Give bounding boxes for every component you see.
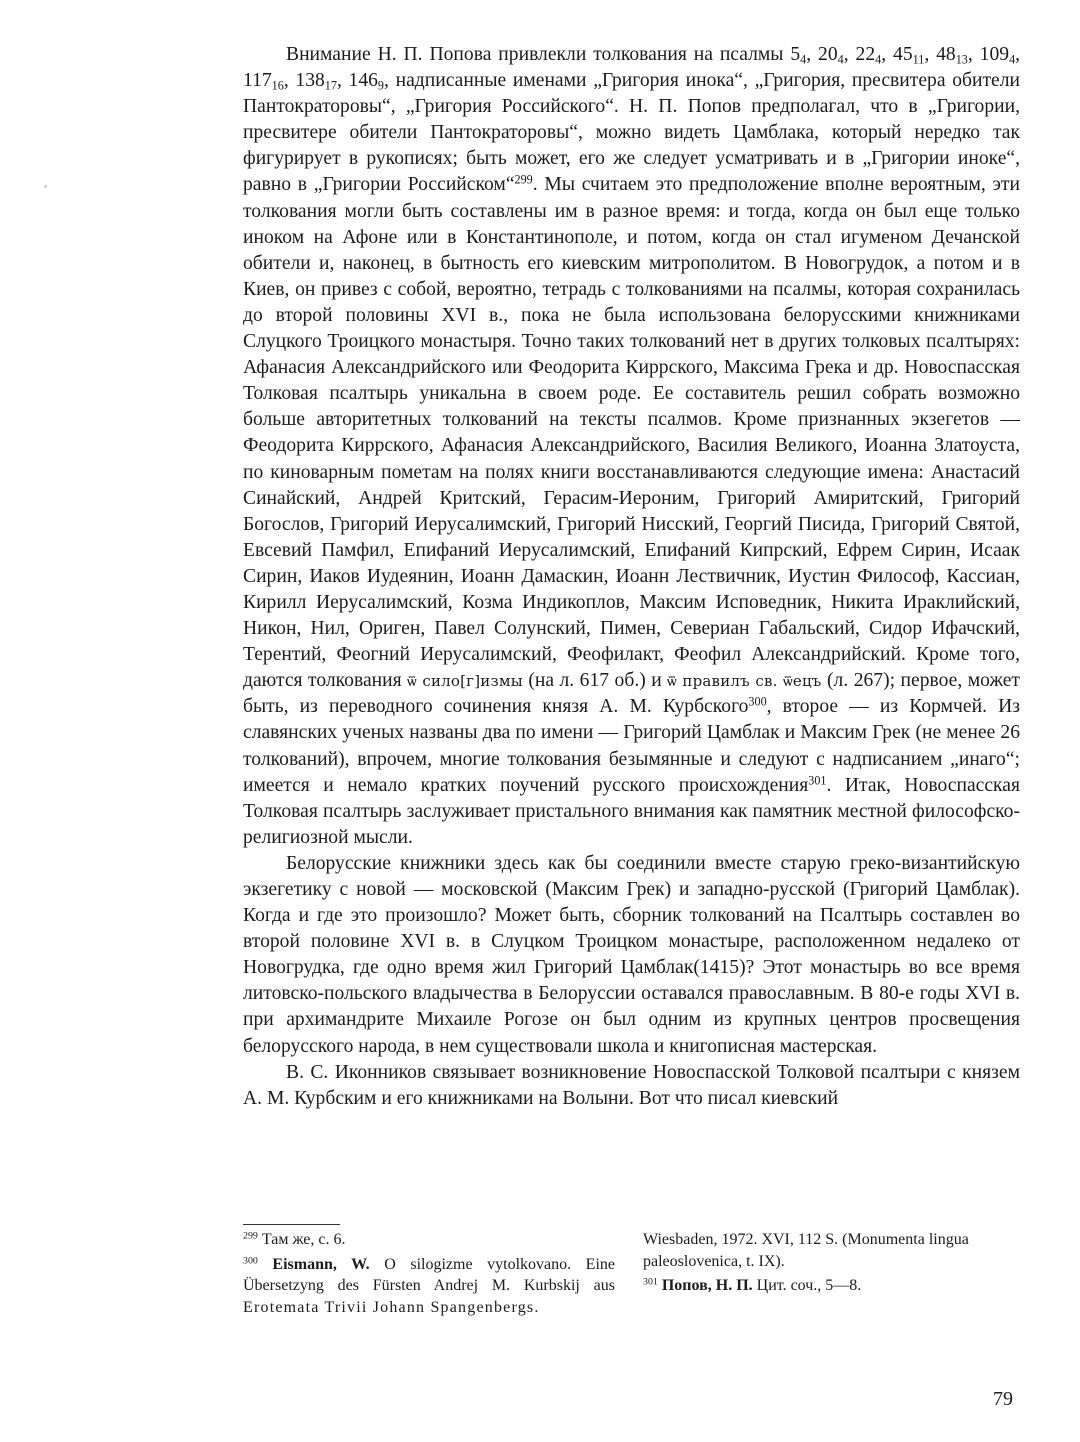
footnote-300: $^{300}$ Eismann, W. O silogizme vytolkovano. Eine Übersetzyng des Fürsten Andrej M. Kurbskij aus Erotemata Trivii Johann Spangenbergs. bbox=[243, 1255, 615, 1316]
footnote-ref-301[interactable]: 301 bbox=[808, 772, 827, 787]
paragraph-3: В. С. Иконников связывает возникновение Новоспасской Толковой псалтыри с князем А. М. Курбским и его книжниками на Волыни. Вот что писал киевский bbox=[243, 1061, 1020, 1109]
footnotes-left-column bbox=[243, 1229, 615, 1321]
footnote-299: $^{299}$ Там же, с. 6. bbox=[243, 1230, 346, 1248]
main-text bbox=[243, 42, 1020, 1112]
page-number: 79 bbox=[993, 1388, 1013, 1410]
footnote-divider bbox=[243, 1224, 340, 1225]
footnote-ref-299[interactable]: 299 bbox=[514, 172, 533, 187]
scan-speck bbox=[44, 185, 47, 188]
paragraph-1: Внимание Н. П. Попова привлекли толкования на псалмы $5_4$, $20_4$, $22_4$, $45_{11}$, $48_{13}$, $109_4$, $117_{16}$, $138_{17}$, $146_9$, надписанные именами „Григория инока“, „Григория, пресвитера обители Пантократоровы“, „Григория Российского“. Н. П. Попов предполагал, что в „Григории, пресвитере обители Пантократоровы“, можно видеть Цамблака, который нередко так фигурирует в рукописях; быть может, его же следует усматривать и в „Григории иноке“, равно в „Григории Российском“$^{299}$. Мы считаем это предположение вполне вероятным, эти толкования могли быть составлены им в разное время: и тогда, когда он был еще только иноком на Афоне или в Константинополе, и потом, когда он стал игуменом Дечанской обители и, наконец, в бытность его киевским митрополитом. В Новогрудок, а потом и в Киев, он привез с собой, вероятно, тетрадь с толкованиями на псалмы, которая сохранилась до второй половины XVI в., пока не была использована белорусскими книжниками Слуцкого Троицкого монастыря. Точно таких толкований нет в других толковых псалтырях: Афанасия Александрийского или Феодорита Киррского, Максима Грека и др. Новоспасская Толковая псалтырь уникальна в своем роде. Ее составитель решил собрать возможно больше авторитетных толкований на тексты псалмов. Кроме признанных экзегетов — Феодорита Киррского, Афанасия Александрийского, Василия Великого, Иоанна Златоуста, по киноварным пометам на полях книги восстанавливаются следующие имена: Анастасий Синайский, Андрей Критский, Герасим-Иероним, Григорий Амиритский, Григорий Богослов, Григорий Иерусалимский, Григорий Нисский, Георгий Писида, Григорий Святой, Евсевий Памфил, Епифаний Иерусалимский, Епифаний Кипрский, Ефрем Сирин, Исаак Сирин, Иаков Иудеянин, Иоанн Дамаскин, Иоанн Лествичник, Иустин Философ, Кассиан, Кирилл Иерусалимский, Козма Индикоплов, Максим Исповедник, Никита Ираклийский, Никон, Нил, Ориген, Павел Солунский, Пимен, Севериан Габальский, Сидор Ифачский, Терентий, Феогний Иерусалимский, Феофилакт, Феофил Александрийский. Кроме того, даются толкования ѿ сило[г]измы (на л. 617 об.) и ѿ правилъ св. ѿецъ (л. 267); первое, может быть, из переводного сочинения князя А. М. Курбского$^{300}$, второе — из Кормчей. Из славянских ученых названы два по имени — Григорий Цамблак и Максим Грек (не менее 26 толкований), впрочем, многие толкования безымянные и следуют с надписанием „инаго“; имеется и немало кратких поучений русского происхождения$^{301}$. Итак, Новоспасская Толковая псалтырь заслуживает пристального внимания как памятник местной философско-религиозной мысли. bbox=[243, 44, 1021, 848]
church-slavonic-quote: ѿ сило[г]измы bbox=[407, 672, 523, 691]
footnote-301: $^{301}$ Попов, Н. П. Цит. соч., 5—8. bbox=[643, 1276, 862, 1294]
paragraph-2: Белорусские книжники здесь как бы соединили вместе старую греко-византийскую экзегетику с новой — московской (Максим Грек) и западно-русской (Григорий Цамблак). Когда и где это произошло? Может быть, сборник толкований на Псалтырь составлен во второй половине XVI в. в Слуцком Троицком монастыре, расположенном недалеко от Новогрудка, где одно время жил Григорий Цамблак(1415)? Этот монастырь во все время литовско-польского владычества в Белоруссии оставался православным. В 80-е годы XVI в. при архимандрите Михаиле Рогозе он был одним из крупных центров просвещения белорусского народа, в нем существовали школа и книгописная мастерская. bbox=[243, 852, 1020, 1057]
footnote-ref-300[interactable]: 300 bbox=[748, 694, 767, 709]
footnotes-right-column bbox=[643, 1229, 1020, 1300]
footnote-300-continuation: Wiesbaden, 1972. XVI, 112 S. (Monumenta lingua paleoslovenica, t. IX). bbox=[643, 1231, 969, 1270]
church-slavonic-quote: ѿ правилъ св. ѿецъ bbox=[667, 672, 822, 691]
